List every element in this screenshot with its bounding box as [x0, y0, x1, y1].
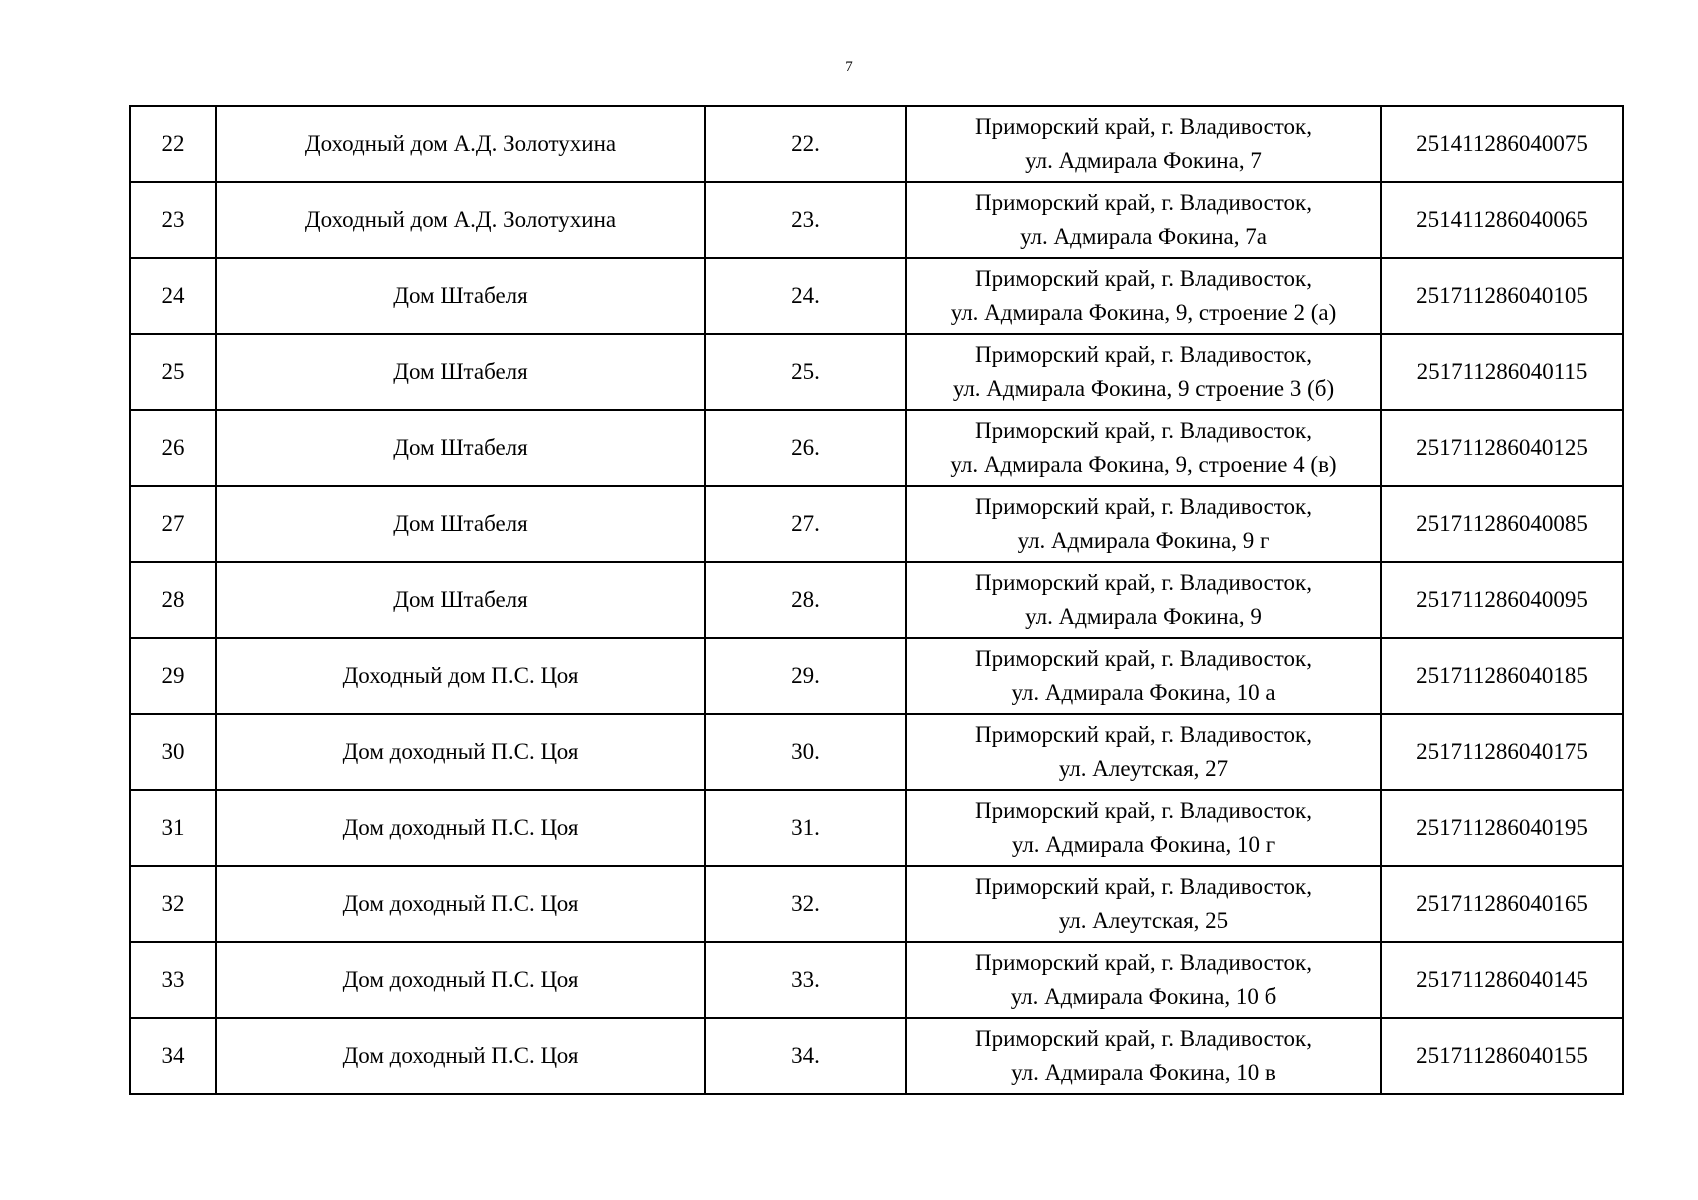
address-line-street: ул. Алеутская, 27: [1058, 756, 1229, 781]
address-cell: [906, 638, 1381, 714]
registration-code-cell: 251711286040125: [1381, 410, 1623, 486]
row-number-cell: 26: [130, 410, 216, 486]
address-line-street: ул. Адмирала Фокина, 10 б: [1010, 984, 1277, 1009]
row-number-cell: 25: [130, 334, 216, 410]
table-row: [130, 486, 1623, 562]
registry-number-cell: 29.: [705, 638, 906, 714]
table-row: [130, 714, 1623, 790]
object-name-cell: Дом доходный П.С. Цоя: [216, 942, 705, 1018]
registry-number-cell: 34.: [705, 1018, 906, 1094]
registry-number-cell: 22.: [705, 106, 906, 182]
address-cell: [906, 182, 1381, 258]
registry-number-cell: 28.: [705, 562, 906, 638]
address-cell: [906, 790, 1381, 866]
address-cell: [906, 486, 1381, 562]
row-number-cell: 23: [130, 182, 216, 258]
row-number-cell: 27: [130, 486, 216, 562]
address-cell: [906, 942, 1381, 1018]
registration-code-cell: 251711286040155: [1381, 1018, 1623, 1094]
row-number-cell: 22: [130, 106, 216, 182]
address-cell: [906, 562, 1381, 638]
row-number-cell: 34: [130, 1018, 216, 1094]
address-line-region: Приморский край, г. Владивосток,: [975, 190, 1312, 215]
table-row: [130, 942, 1623, 1018]
address-line-region: Приморский край, г. Владивосток,: [975, 874, 1312, 899]
table-row: [130, 334, 1623, 410]
row-number-cell: 31: [130, 790, 216, 866]
object-name-cell: Дом Штабеля: [216, 562, 705, 638]
row-number-cell: 24: [130, 258, 216, 334]
table-row: [130, 182, 1623, 258]
address-line-region: Приморский край, г. Владивосток,: [975, 798, 1312, 823]
registry-number-cell: 31.: [705, 790, 906, 866]
address-line-street: ул. Адмирала Фокина, 7: [1025, 148, 1262, 173]
table-row: [130, 258, 1623, 334]
registry-number-cell: 33.: [705, 942, 906, 1018]
registration-code-cell: 251711286040095: [1381, 562, 1623, 638]
address-line-region: Приморский край, г. Владивосток,: [975, 570, 1312, 595]
registration-code-cell: 251411286040075: [1381, 106, 1623, 182]
table-row: [130, 790, 1623, 866]
table-row: [130, 638, 1623, 714]
address-line-region: Приморский край, г. Владивосток,: [975, 114, 1312, 139]
address-cell: [906, 334, 1381, 410]
object-name-cell: Дом Штабеля: [216, 258, 705, 334]
address-line-street: ул. Адмирала Фокина, 7а: [1020, 224, 1267, 249]
table-row: [130, 410, 1623, 486]
row-number-cell: 28: [130, 562, 216, 638]
object-name-cell: Дом Штабеля: [216, 486, 705, 562]
object-name-cell: Доходный дом А.Д. Золотухина: [216, 182, 705, 258]
registration-code-cell: 251711286040105: [1381, 258, 1623, 334]
address-line-region: Приморский край, г. Владивосток,: [975, 342, 1312, 367]
address-cell: [906, 1018, 1381, 1094]
address-cell: [906, 714, 1381, 790]
registry-number-cell: 32.: [705, 866, 906, 942]
registration-code-cell: 251711286040115: [1381, 334, 1623, 410]
address-line-region: Приморский край, г. Владивосток,: [975, 494, 1312, 519]
registry-number-cell: 25.: [705, 334, 906, 410]
address-line-region: Приморский край, г. Владивосток,: [975, 646, 1312, 671]
row-number-cell: 29: [130, 638, 216, 714]
object-name-cell: Доходный дом А.Д. Золотухина: [216, 106, 705, 182]
address-line-street: ул. Адмирала Фокина, 10 а: [1011, 680, 1276, 705]
registration-code-cell: 251711286040185: [1381, 638, 1623, 714]
address-line-region: Приморский край, г. Владивосток,: [975, 722, 1312, 747]
registration-code-cell: 251711286040145: [1381, 942, 1623, 1018]
table-row: [130, 106, 1623, 182]
address-line-street: ул. Адмирала Фокина, 10 г: [1011, 832, 1276, 857]
row-number-cell: 33: [130, 942, 216, 1018]
address-line-region: Приморский край, г. Владивосток,: [975, 418, 1312, 443]
heritage-objects-table: [129, 105, 1624, 1095]
registration-code-cell: 251411286040065: [1381, 182, 1623, 258]
page-number: 7: [845, 59, 853, 75]
address-line-region: Приморский край, г. Владивосток,: [975, 1026, 1312, 1051]
table-row: [130, 1018, 1623, 1094]
registry-number-cell: 27.: [705, 486, 906, 562]
row-number-cell: 32: [130, 866, 216, 942]
object-name-cell: Дом доходный П.С. Цоя: [216, 790, 705, 866]
address-line-street: ул. Адмирала Фокина, 9 г: [1017, 528, 1270, 553]
address-line-street: ул. Адмирала Фокина, 9 строение 3 (б): [952, 376, 1335, 401]
address-line-street: ул. Адмирала Фокина, 10 в: [1011, 1060, 1276, 1085]
registry-number-cell: 24.: [705, 258, 906, 334]
table-body: [130, 106, 1623, 1094]
object-name-cell: Доходный дом П.С. Цоя: [216, 638, 705, 714]
object-name-cell: Дом Штабеля: [216, 410, 705, 486]
registry-number-cell: 26.: [705, 410, 906, 486]
registration-code-cell: 251711286040175: [1381, 714, 1623, 790]
table-row: [130, 562, 1623, 638]
registry-number-cell: 23.: [705, 182, 906, 258]
row-number-cell: 30: [130, 714, 216, 790]
registration-code-cell: 251711286040165: [1381, 866, 1623, 942]
address-cell: [906, 866, 1381, 942]
address-cell: [906, 258, 1381, 334]
address-line-street: ул. Адмирала Фокина, 9, строение 2 (а): [950, 300, 1337, 325]
table-row: [130, 866, 1623, 942]
registry-number-cell: 30.: [705, 714, 906, 790]
object-name-cell: Дом доходный П.С. Цоя: [216, 714, 705, 790]
registration-code-cell: 251711286040195: [1381, 790, 1623, 866]
address-line-region: Приморский край, г. Владивосток,: [975, 266, 1312, 291]
address-line-street: ул. Адмирала Фокина, 9: [1025, 604, 1262, 629]
address-line-street: ул. Алеутская, 25: [1058, 908, 1229, 933]
address-line-street: ул. Адмирала Фокина, 9, строение 4 (в): [950, 452, 1337, 477]
object-name-cell: Дом Штабеля: [216, 334, 705, 410]
address-cell: [906, 410, 1381, 486]
object-name-cell: Дом доходный П.С. Цоя: [216, 866, 705, 942]
address-cell: [906, 106, 1381, 182]
object-name-cell: Дом доходный П.С. Цоя: [216, 1018, 705, 1094]
registration-code-cell: 251711286040085: [1381, 486, 1623, 562]
address-line-region: Приморский край, г. Владивосток,: [975, 950, 1312, 975]
